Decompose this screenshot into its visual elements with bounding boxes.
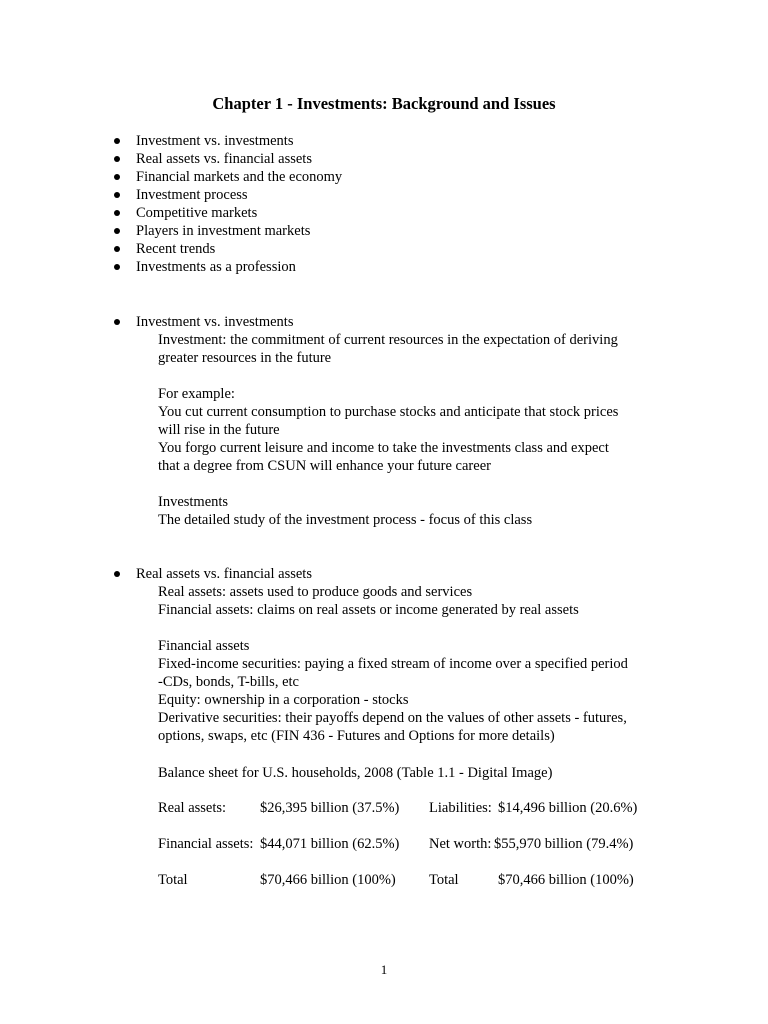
document-title: Chapter 1 - Investments: Background and Issues: [212, 94, 556, 113]
outline-item: Real assets vs. financial assets: [136, 151, 312, 167]
section-heading: Real assets vs. financial assets: [136, 566, 312, 582]
outline-item: Competitive markets: [136, 205, 258, 221]
balance-value: $55,970 billion (79.4%): [494, 836, 634, 852]
balance-value: $14,496 billion (20.6%): [498, 800, 638, 816]
body-line: Financial assets: [158, 638, 250, 654]
bullet-icon: [114, 246, 120, 252]
bullet-icon: [114, 192, 120, 198]
body-line: You cut current consumption to purchase stocks and anticipate that stock prices: [158, 404, 619, 420]
bullet-icon: [114, 174, 120, 180]
outline-item: Players in investment markets: [136, 223, 311, 239]
body-line: will rise in the future: [158, 422, 280, 438]
outline-item: Investment vs. investments: [136, 133, 294, 149]
outline-item: Financial markets and the economy: [136, 169, 343, 185]
body-line: greater resources in the future: [158, 350, 332, 366]
body-line: -CDs, bonds, T-bills, etc: [158, 674, 299, 690]
bullet-icon: [114, 210, 120, 216]
body-line: For example:: [158, 386, 235, 402]
body-line: You forgo current leisure and income to take the investments class and expect: [158, 440, 609, 456]
balance-value: $70,466 billion (100%): [498, 872, 634, 888]
body-line: Fixed-income securities: paying a fixed stream of income over a specified period: [158, 656, 628, 672]
bullet-icon: [114, 264, 120, 270]
outline-item: Investments as a profession: [136, 259, 296, 275]
body-line: Balance sheet for U.S. households, 2008 (Table 1.1 - Digital Image): [158, 765, 553, 781]
outline-item: Recent trends: [136, 241, 216, 257]
body-line: Equity: ownership in a corporation - stocks: [158, 692, 409, 708]
page-number: 1: [380, 962, 388, 977]
balance-value: $44,071 billion (62.5%): [260, 836, 400, 852]
balance-label: Liabilities:: [429, 800, 492, 816]
body-line: Real assets: assets used to produce goods and services: [158, 584, 473, 600]
bullet-icon: [114, 138, 120, 144]
bullet-icon: [114, 319, 120, 325]
body-line: Investment: the commitment of current resources in the expectation of deriving: [158, 332, 618, 348]
balance-label: Total: [429, 872, 459, 888]
balance-label: Financial assets:: [158, 836, 254, 852]
body-line: Investments: [158, 494, 229, 510]
bullet-icon: [114, 228, 120, 234]
section-heading: Investment vs. investments: [136, 314, 294, 330]
body-line: options, swaps, etc (FIN 436 - Futures and Options for more details): [158, 728, 555, 744]
body-line: The detailed study of the investment process - focus of this class: [158, 512, 533, 528]
bullet-icon: [114, 156, 120, 162]
balance-label: Real assets:: [158, 800, 227, 816]
balance-value: $26,395 billion (37.5%): [260, 800, 400, 816]
body-line: that a degree from CSUN will enhance your future career: [158, 458, 491, 474]
body-line: Derivative securities: their payoffs depend on the values of other assets - futures,: [158, 710, 627, 726]
bullet-icon: [114, 571, 120, 577]
balance-label: Net worth:: [429, 836, 492, 852]
outline-item: Investment process: [136, 187, 248, 203]
body-line: Financial assets: claims on real assets or income generated by real assets: [158, 602, 579, 618]
balance-value: $70,466 billion (100%): [260, 872, 396, 888]
balance-label: Total: [158, 872, 188, 888]
